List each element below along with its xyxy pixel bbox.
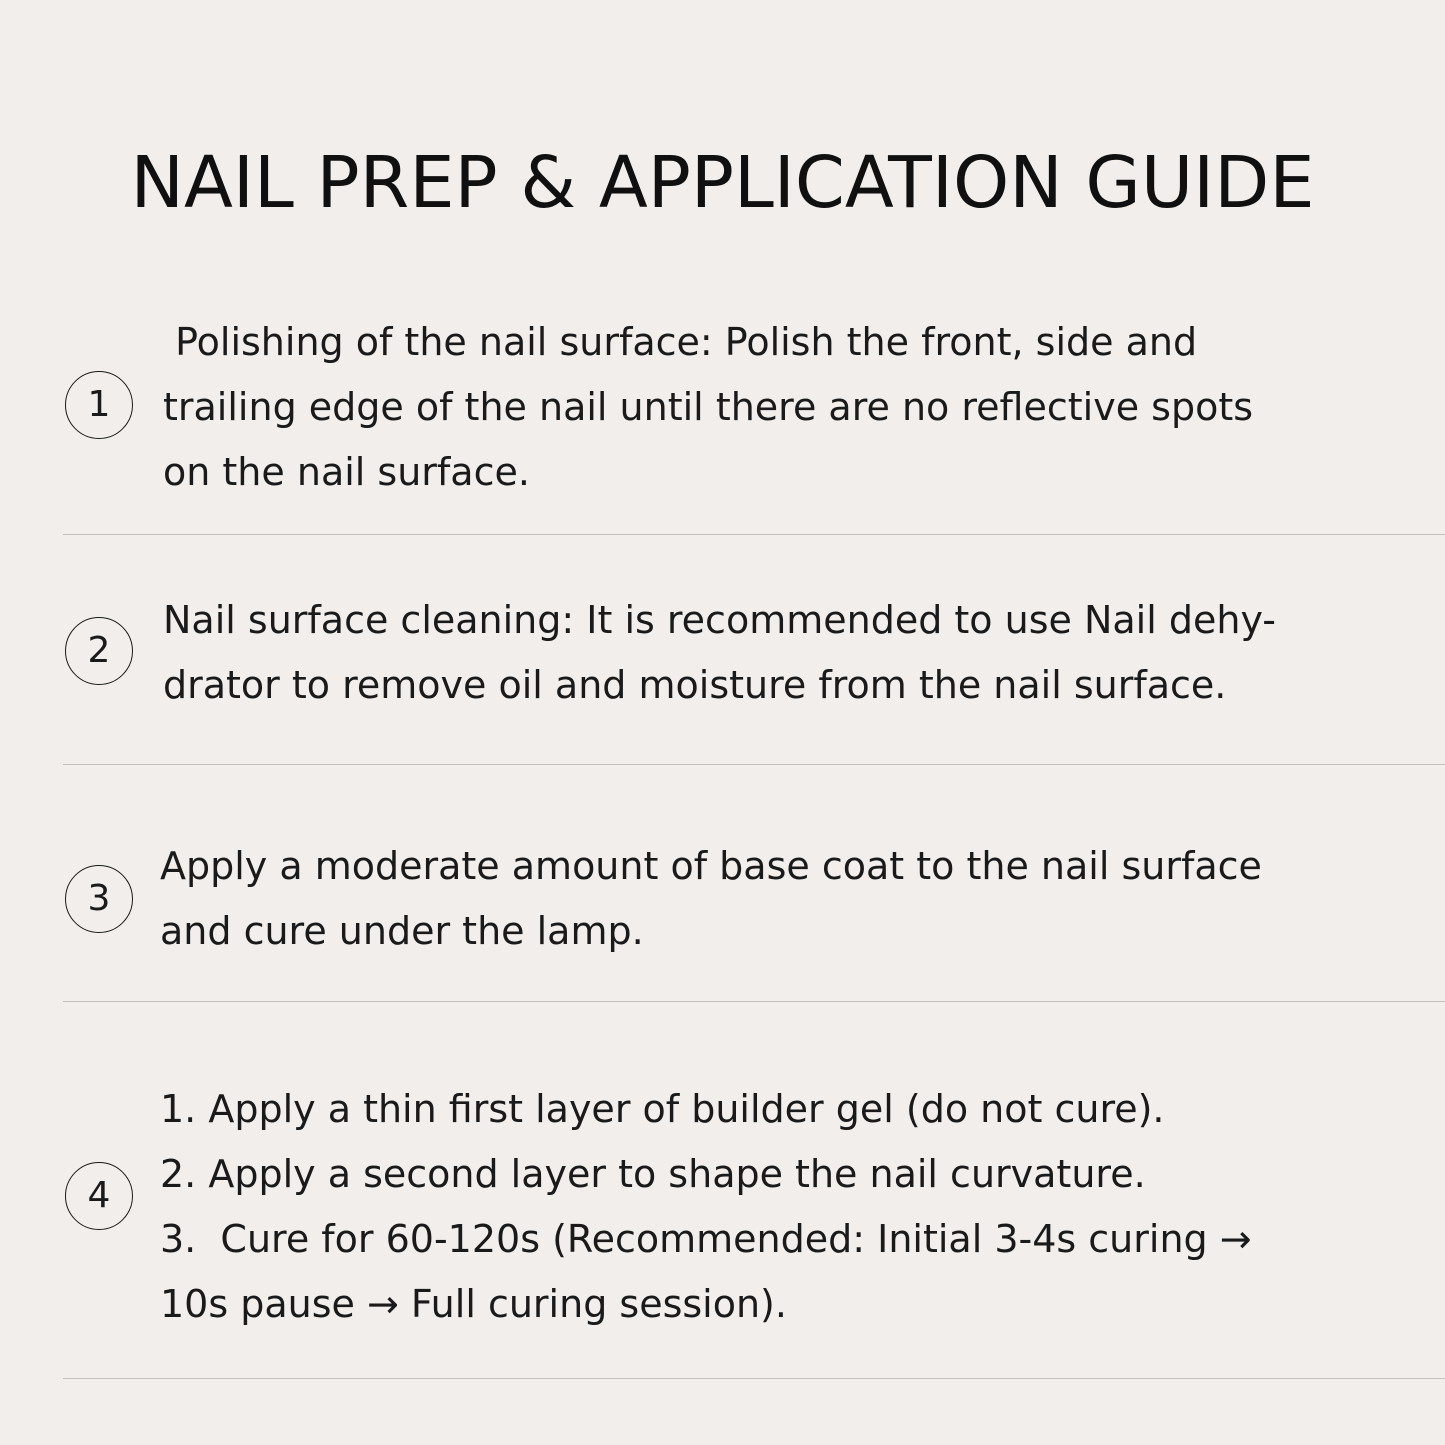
step-text-line: trailing edge of the nail until there are no reflective spots	[163, 385, 1254, 429]
step-2-text	[163, 588, 1276, 718]
step-number-badge: 3	[65, 865, 133, 933]
step-3-text	[160, 834, 1262, 964]
page-title: NAIL PREP & APPLICATION GUIDE	[130, 141, 1315, 224]
divider	[63, 764, 1445, 765]
divider	[63, 1001, 1445, 1002]
step-text-line: 2. Apply a second layer to shape the nail curvature.	[160, 1152, 1146, 1196]
step-text-line: and cure under the lamp.	[160, 909, 644, 953]
step-text-line: Apply a moderate amount of base coat to the nail surface	[160, 844, 1262, 888]
step-text-line: on the nail surface.	[163, 450, 530, 494]
step-number-badge: 2	[65, 617, 133, 685]
step-text-line: 1. Apply a thin first layer of builder gel (do not cure).	[160, 1087, 1165, 1131]
step-text-line: Polishing of the nail surface: Polish the front, side and	[163, 320, 1198, 364]
step-number-badge: 4	[65, 1162, 133, 1230]
step-4-text	[160, 1077, 1252, 1337]
step-text-line: 10s pause → Full curing session).	[160, 1282, 787, 1326]
step-text-line: 3. Cure for 60-120s (Recommended: Initial 3-4s curing →	[160, 1217, 1252, 1261]
step-1-text	[163, 310, 1253, 505]
step-text-line: drator to remove oil and moisture from the nail surface.	[163, 663, 1227, 707]
divider	[63, 1378, 1445, 1379]
step-number-badge: 1	[65, 371, 133, 439]
divider	[63, 534, 1445, 535]
step-text-line: Nail surface cleaning: It is recommended to use Nail dehy-	[163, 598, 1276, 642]
